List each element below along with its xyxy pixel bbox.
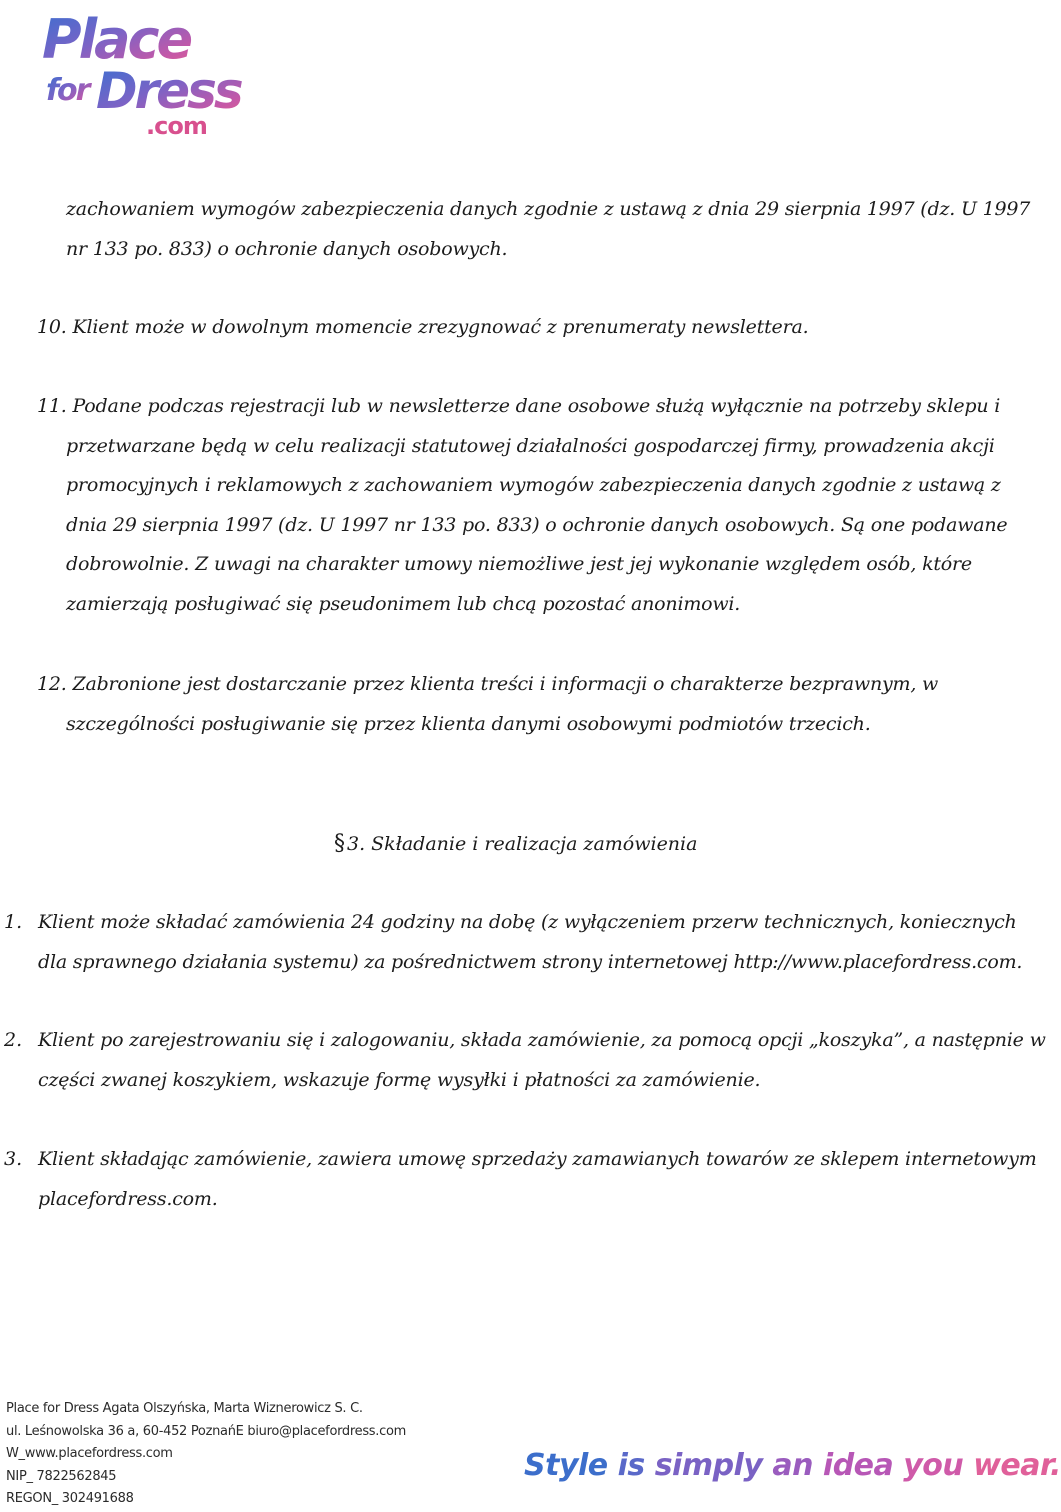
paragraph-line: Klient składając zamówienie, zawiera umowę sprzedaży zamawianych towarów ze sklepem internetowym (38, 1148, 1037, 1170)
footer-regon: REGON_ 302491688 (6, 1491, 134, 1506)
slogan-word: Style (524, 1448, 608, 1483)
order-item-2-paragraph (38, 1021, 1046, 1100)
footer-slogan (524, 1448, 1061, 1483)
paragraph-line: Klient może składać zamówienia 24 godziny na dobę (z wyłączeniem przerw technicznych, koniecznych (38, 911, 1017, 933)
slogan-word: wear. (973, 1448, 1061, 1483)
section-heading (334, 826, 697, 862)
item-10-paragraph (37, 308, 957, 348)
order-item-1-paragraph (38, 903, 1023, 982)
slogan-word: simply (654, 1448, 763, 1483)
svg-text:.com: .com (146, 112, 207, 140)
paragraph-line: 10. Klient może w dowolnym momencie zrezygnować z prenumeraty newslettera. (37, 316, 809, 338)
paragraph-line: dnia 29 sierpnia 1997 (dz. U 1997 nr 133 po. 833) o ochronie danych osobowych. Są one podawane (66, 513, 1008, 536)
paragraph-line: placefordress.com. (38, 1187, 218, 1210)
section-title: 3. Składanie i realizacja zamówienia (347, 833, 698, 855)
footer-address: ul. Leśnowolska 36 a, 60-452 PoznańE biuro@placefordress.com (6, 1423, 406, 1439)
order-item-number: 2. (4, 1029, 23, 1051)
footer-nip: NIP_ 7822562845 (6, 1468, 117, 1484)
slogan-word: is (617, 1448, 645, 1483)
svg-text:Dress: Dress (96, 62, 241, 120)
paragraph-line: nr 133 po. 833) o ochronie danych osobowych. (66, 237, 508, 260)
footer-company: Place for Dress Agata Olszyńska, Marta Wiznerowicz S. C. (6, 1401, 363, 1416)
continuation-paragraph (66, 190, 1031, 269)
svg-text:for: for (46, 73, 89, 108)
paragraph-line: dobrowolnie. Z uwagi na charakter umowy niemożliwe jest jej wykonanie względem osób, które (66, 553, 972, 575)
slogan-word: you (903, 1448, 964, 1483)
order-item-3-paragraph (38, 1140, 1037, 1219)
paragraph-line: szczególności posługiwanie się przez klienta danymi osobowymi podmiotów trzecich. (66, 712, 871, 735)
paragraph-line: zamierzają posługiwać się pseudonimem lub chcą pozostać anonimowi. (66, 592, 741, 615)
paragraph-line: 11. Podane podczas rejestracji lub w newsletterze dane osobowe służą wyłącznie na potrzeby sklepu i (37, 395, 1001, 417)
footer-contact-block (6, 1398, 406, 1511)
item-12-paragraph (37, 665, 957, 744)
paragraph-line: 12. Zabronione jest dostarczanie przez klienta treści i informacji o charakterze bezprawnym, w (37, 673, 939, 695)
logo-graphic (34, 0, 244, 140)
paragraph-line: przetwarzane będą w celu realizacji statutowej działalności gospodarczej firmy, prowadzenia akcji (66, 434, 995, 457)
order-item-number: 1. (4, 911, 23, 933)
slogan-word: idea (822, 1448, 894, 1483)
paragraph-line: Klient po zarejestrowaniu się i zalogowaniu, składa zamówienie, za pomocą opcji „koszyka”, a następnie w (38, 1029, 1046, 1051)
paragraph-line: dla sprawnego działania systemu) za pośrednictwem strony internetowej http://www.placefordress.com. (38, 950, 1023, 973)
slogan-word: an (772, 1448, 813, 1483)
footer-website: W_www.placefordress.com (6, 1446, 173, 1461)
placefordress-logo (34, 0, 244, 140)
paragraph-line: promocyjnych i reklamowych z zachowaniem wymogów zabezpieczenia danych zgodnie z ustawą z (66, 474, 1001, 496)
paragraph-line: części zwanej koszykiem, wskazuje formę wysyłki i płatności za zamówienie. (38, 1068, 761, 1091)
item-11-paragraph (37, 387, 1008, 624)
section-symbol: § (334, 831, 345, 856)
order-item-number: 3. (4, 1148, 23, 1170)
paragraph-line: zachowaniem wymogów zabezpieczenia danych zgodnie z ustawą z dnia 29 sierpnia 1997 (dz. U 1997 (66, 198, 1031, 220)
svg-text:Place: Place (42, 8, 191, 71)
